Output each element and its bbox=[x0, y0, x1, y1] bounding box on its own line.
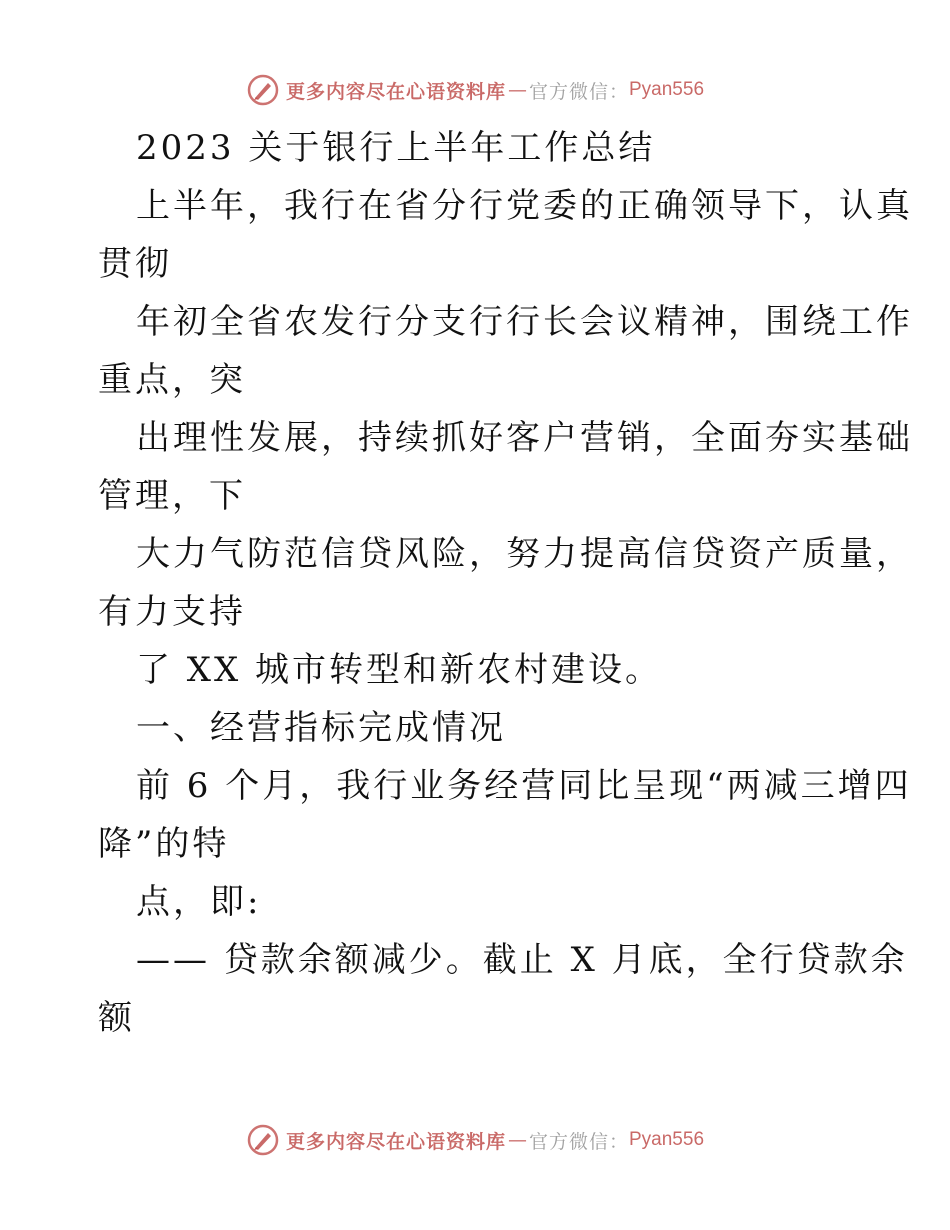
paragraph-line: 大力气防范信贷风险，努力提高信贷资产质量， bbox=[136, 534, 913, 574]
watermark-text: 更多内容尽在心语资料库 bbox=[285, 1130, 506, 1153]
watermark-text: 更多内容尽在心语资料库 bbox=[285, 80, 506, 103]
paragraph-line: 出理性发展，持续抓好客户营销，全面夯实基础 bbox=[136, 418, 913, 458]
paragraph-line: 有力支持 bbox=[98, 592, 246, 632]
paragraph-line: 管理，下 bbox=[98, 476, 246, 516]
paragraph-line: 年初全省农发行分支行行长会议精神，围绕工作 bbox=[136, 302, 913, 342]
paragraph-line: 降”的特 bbox=[98, 824, 230, 864]
document-body bbox=[98, 119, 913, 1047]
watermark-banner-bottom bbox=[0, 1120, 950, 1160]
paragraph-line: 重点，突 bbox=[98, 360, 246, 400]
paragraph-line: 前 6 个月，我行业务经营同比呈现“两减三增四 bbox=[136, 766, 912, 806]
watermark-separator: — bbox=[507, 79, 527, 101]
paragraph-line: —— 贷款余额减少。截止 X 月底，全行贷款余 bbox=[136, 940, 908, 980]
paragraph-line: 上半年，我行在省分行党委的正确领导下，认真 bbox=[136, 186, 913, 226]
watermark-wechat-label: 官方微信： bbox=[528, 1130, 629, 1153]
paragraph-line: 额 bbox=[98, 998, 135, 1038]
pen-logo-icon bbox=[246, 1123, 280, 1157]
section-heading: 一、经营指标完成情况 bbox=[136, 708, 506, 748]
doc-title: 2023 关于银行上半年工作总结 bbox=[136, 128, 656, 168]
paragraph-line: 点，即: bbox=[136, 882, 262, 922]
paragraph-line: 了 XX 城市转型和新农村建设。 bbox=[136, 650, 663, 690]
watermark-wechat-id: Pyan556 bbox=[629, 1129, 705, 1150]
pen-logo-icon bbox=[246, 73, 280, 107]
watermark-separator: — bbox=[507, 1129, 527, 1151]
watermark-wechat-label: 官方微信： bbox=[528, 80, 629, 103]
watermark-banner-top bbox=[0, 70, 950, 110]
paragraph-line: 贯彻 bbox=[98, 244, 172, 284]
watermark-wechat-id: Pyan556 bbox=[629, 79, 705, 100]
